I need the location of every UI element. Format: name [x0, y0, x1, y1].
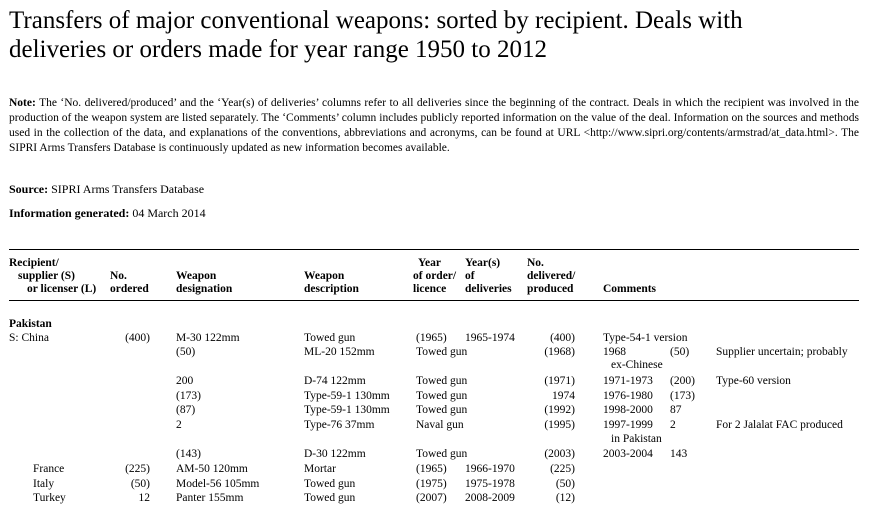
cell-c7: Type-60 version — [716, 375, 791, 387]
cell-c4: 1974 — [552, 390, 575, 402]
cell-c5: 2003-2004 — [603, 448, 653, 460]
note-label: Note: — [9, 97, 36, 109]
cell-ordered: 12 — [138, 492, 150, 504]
cell-c3: Towed gun — [416, 404, 468, 416]
cell-designation: Model-56 105mm — [176, 478, 260, 490]
cell-designation: Panter 155mm — [176, 492, 244, 504]
cell-c5: 1998-2000 — [603, 404, 653, 416]
cell-c4: (2003) — [544, 448, 575, 460]
cell-description: Towed gun — [304, 478, 356, 490]
cell-c1: (87) — [176, 404, 196, 416]
cell-c6: (200) — [670, 375, 695, 387]
cell-ordered: (400) — [125, 332, 150, 344]
cell-c6: (50) — [670, 346, 690, 358]
source-line — [9, 182, 204, 196]
header-ordered: No. ordered — [110, 270, 149, 295]
cell-c5: 1976-1980 — [603, 390, 653, 402]
cell-c6: (173) — [670, 390, 695, 402]
cell-designation: AM-50 120mm — [176, 463, 248, 475]
header-comments: Comments — [603, 283, 657, 295]
cell-c1: (143) — [176, 448, 201, 460]
note-text: The ‘No. delivered/produced’ and the ‘Year(s) of deliveries’ columns refer to all deliveries since the beginning of the contract. Deals in which the recipient was involved in the production of the weapon system are listed separately. The ‘Comments’ column includes publicly reported information on the value of the deal. Information on the sources and methods used in the collection of the data, and explanations of the conventions, abbreviations and acronyms, can be found at URL <http://www.sipri.org/contents/armstrad/at_data.html>. The SIPRI Arms Transfers Database is continuously updated as new information becomes available. — [9, 97, 859, 154]
cell-c4: (1992) — [544, 404, 575, 416]
header-description: Weapon description — [304, 270, 359, 295]
header-deliveries: Year(s) of deliveries — [465, 257, 512, 295]
cell-order-year: (2007) — [416, 492, 447, 504]
cell-description: Towed gun — [304, 332, 356, 344]
cell-c7: Supplier uncertain; probably — [716, 346, 848, 358]
header-recipient: Recipient/ supplier (S) or licenser (L) — [9, 257, 97, 295]
source-value: SIPRI Arms Transfers Database — [51, 182, 205, 196]
cell-c3: Naval gun — [416, 419, 464, 431]
header-designation: Weapon designation — [176, 270, 233, 295]
cell-description: Towed gun — [304, 492, 356, 504]
cell-c3: Towed gun — [416, 390, 468, 402]
generated-value: 04 March 2014 — [132, 206, 206, 220]
cell-c8: in Pakistan — [611, 433, 662, 445]
note-paragraph — [9, 96, 859, 156]
table-top-rule — [9, 249, 859, 250]
cell-delivered: (50) — [555, 478, 575, 490]
title-line-1: Transfers of major conventional weapons: sorted by recipient. Deals with — [9, 7, 743, 34]
generated-line — [9, 206, 206, 220]
cell-supplier: Turkey — [33, 492, 66, 504]
cell-c5: 1997-1999 — [603, 419, 653, 431]
cell-c6: 143 — [670, 448, 688, 460]
cell-deliveries: 1975-1978 — [465, 478, 515, 490]
cell-c2: D-30 122mm — [304, 448, 366, 460]
cell-c1: 2 — [176, 419, 182, 431]
cell-delivered: (400) — [550, 332, 575, 344]
cell-c1: (50) — [176, 346, 196, 358]
cell-supplier: S: China — [9, 332, 49, 344]
header-delivered: No. delivered/ produced — [527, 257, 576, 295]
cell-order-year: (1975) — [416, 478, 447, 490]
cell-deliveries: 1965-1974 — [465, 332, 515, 344]
cell-c3: Towed gun — [416, 448, 468, 460]
cell-c7: For 2 Jalalat FAC produced — [716, 419, 843, 431]
cell-c3: Towed gun — [416, 375, 468, 387]
cell-c6: 87 — [670, 404, 682, 416]
cell-supplier: France — [33, 463, 65, 475]
cell-c4: (1971) — [544, 375, 575, 387]
cell-c5: 1968 — [603, 346, 626, 358]
cell-c2: D-74 122mm — [304, 375, 366, 387]
cell-c1: (173) — [176, 390, 201, 402]
cell-comments: Type-54-1 version — [603, 332, 688, 344]
cell-ordered: (50) — [130, 478, 150, 490]
table-header-rule — [9, 300, 859, 301]
cell-c6: 2 — [670, 419, 676, 431]
title-line-2: deliveries or orders made for year range 1950 to 2012 — [9, 36, 548, 63]
cell-c1: 200 — [176, 375, 194, 387]
cell-deliveries: 2008-2009 — [465, 492, 515, 504]
cell-order-year: (1965) — [416, 332, 447, 344]
source-label: Source: — [9, 182, 49, 196]
cell-c3: Towed gun — [416, 346, 468, 358]
cell-c4: (1995) — [544, 419, 575, 431]
cell-delivered: (225) — [550, 463, 575, 475]
cell-c4: (1968) — [544, 346, 575, 358]
generated-label: Information generated: — [9, 206, 130, 220]
cell-c2: Type-76 37mm — [304, 419, 375, 431]
cell-c5: 1971-1973 — [603, 375, 653, 387]
cell-delivered: (12) — [555, 492, 575, 504]
cell-deliveries: 1966-1970 — [465, 463, 515, 475]
cell-c2: Type-59-1 130mm — [304, 404, 390, 416]
cell-c2: Type-59-1 130mm — [304, 390, 390, 402]
cell-order-year: (1965) — [416, 463, 447, 475]
header-order-year: Year of order/ licence — [413, 257, 457, 295]
cell-supplier: Italy — [33, 478, 55, 490]
cell-designation: M-30 122mm — [176, 332, 240, 344]
cell-c2: ML-20 152mm — [304, 346, 375, 358]
recipient-name: Pakistan — [9, 318, 52, 330]
cell-description: Mortar — [304, 463, 336, 475]
report-title — [9, 6, 869, 64]
cell-ordered: (225) — [125, 463, 150, 475]
cell-c8: ex-Chinese — [611, 359, 663, 371]
